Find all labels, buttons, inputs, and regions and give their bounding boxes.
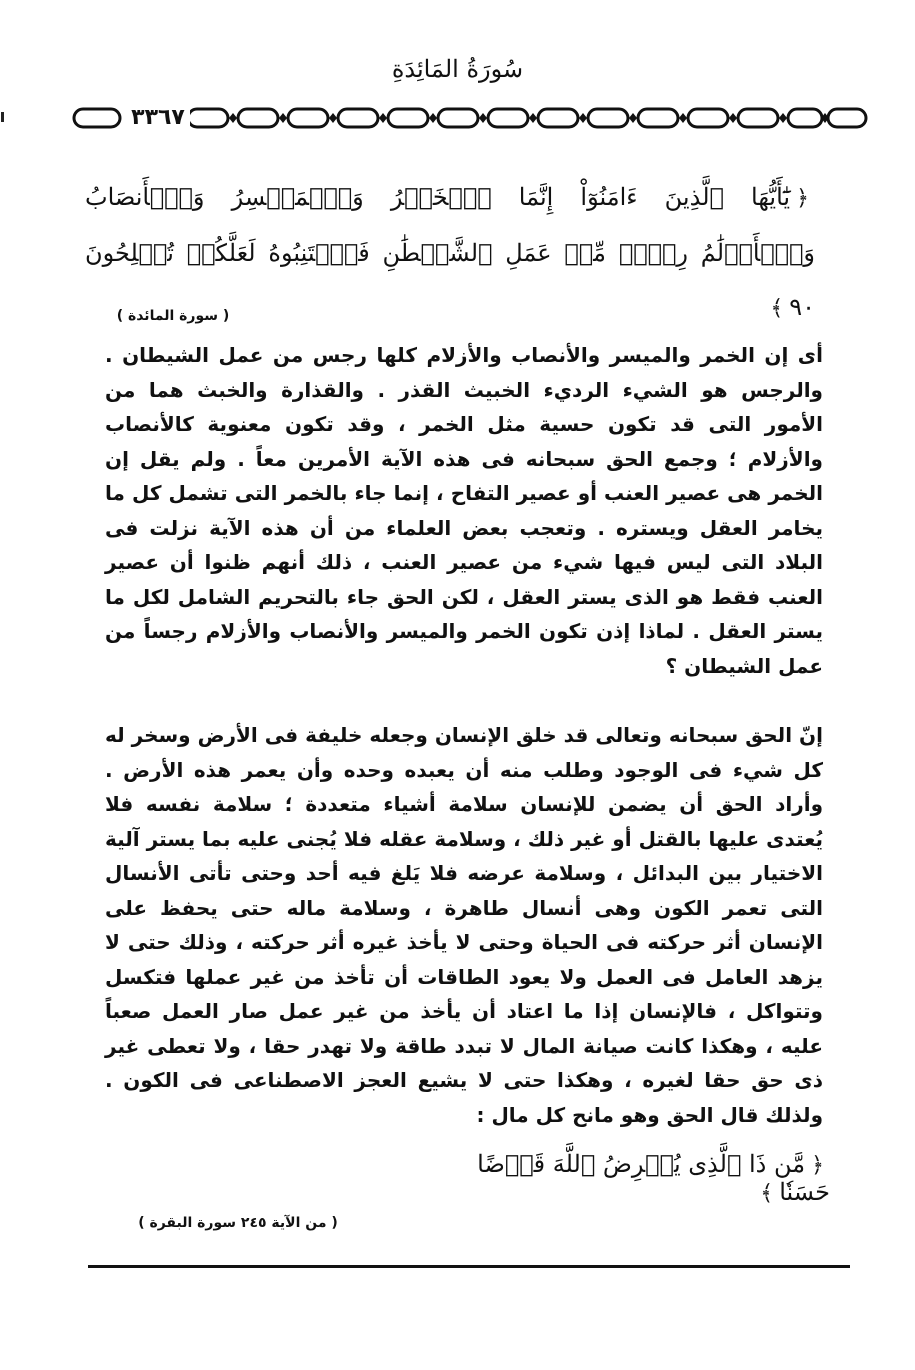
page-number: ٣٣٦٧: [126, 100, 190, 136]
quote-open-bracket: ﴿: [811, 1153, 824, 1178]
surah-title: سُورَةُ المَائِدَةِ: [391, 55, 524, 83]
verse-open-bracket: ﴿: [796, 186, 809, 211]
quote-reference: ( من الآية ٢٤٥ سورة البقرة ): [138, 1215, 338, 1231]
quran-verse-quote: [420, 1150, 830, 1206]
verse-reference: ( سورة المائدة ): [116, 308, 230, 324]
quote-close-bracket: ﴾: [760, 1181, 774, 1206]
ornamental-border: [70, 100, 870, 136]
commentary-paragraph-1: أى إن الخمر والميسر والأنصاب والأزلام كلها رجس من عمل الشيطان . والرجس هو الشيء الرديء الخبيث القذر . والقذارة والخبث هما من الأمور التى قد تكون حسية مثل الخمر ، وقد تكون معنوية كالأنصاب والأزلام ؛ وجمع الحق سبحانه فى هذه الآية الأمرين معاً . ولم يقل إن الخمر هى عصير العنب أو عصير التفاح ، إنما جاء بالخمر التى تشمل كل ما يخامر العقل ويستره . وتعجب بعض العلماء من أن هذه الآية نزلت فى البلاد التى ليس فيها شيء من عصير العنب ، ذلك أنهم ظنوا أن عصير العنب فقط هو الذى يستر العقل ، لكن الحق جاء بالتحريم الشامل لكل ما يستر العقل . لماذا إذن تكون الخمر والميسر والأنصاب والأزلام رجساً من عمل الشيطان ؟: [105, 343, 823, 678]
verse-close-bracket: ﴾: [770, 296, 784, 321]
edge-mark: [1, 112, 4, 122]
commentary-paragraph-2: إنّ الحق سبحانه وتعالى قد خلق الإنسان وجعله خليفة فى الأرض وسخر له كل شيء فى الوجود وطلب منه أن يعبده وحده وأن يعمر هذه الأرض . وأراد الحق أن يضمن للإنسان سلامة أشياء متعددة ؛ سلامة نفسه فلا يُعتدى عليها بالقتل أو غير ذلك ، وسلامة عقله فلا يُجنى عليه بما يستر آلية الاختيار بين البدائل ، وسلامة عرضه فلا يَلغ فيه أحد وحتى تأتى الأنسال التى تعمر الكون وهى أنسال طاهرة ، وسلامة ماله حتى يحفظ على الإنسان أثر حركته فى الحياة وحتى لا يأخذ غيره أثر حركته ، وذلك حتى لا يزهد العامل فى العمل ولا يعود الطاقات أن تأخذ من غير عملها فتكسل وتتواكل ، فالإنسان إذا ما اعتاد أن يأخذ من غير عمل صار العمل صعباً عليه ، وهكذا كانت صيانة المال لا تبدد طاقة ولا تهدر حقا ، ولا تعطى غير ذى حق حقا لغيره ، وهكذا حتى لا يشيع العجز الاصطناعى فى الكون . ولذلك قال الحق وهو مانح كل مال :: [105, 723, 823, 1127]
footer-rule: [88, 1265, 850, 1268]
verse-text: يَٰٓأَيُّهَا ٱلَّذِينَ ءَامَنُوٓاْ إِنَّمَا ٱلۡخَمۡرُ وَٱلۡمَيۡسِرُ وَٱلۡأَنصَابُ وَٱلۡأَزۡلَٰمُ رِجۡسٞ مِّنۡ عَمَلِ ٱلشَّيۡطَٰنِ فَٱجۡتَنِبُوهُ لَعَلَّكُمۡ تُفۡلِحُونَ ٩٠: [85, 183, 815, 321]
quote-text: مَّن ذَا ٱلَّذِى يُقۡرِضُ ٱللَّهَ قَرۡضًا حَسَنٗا: [477, 1150, 830, 1206]
